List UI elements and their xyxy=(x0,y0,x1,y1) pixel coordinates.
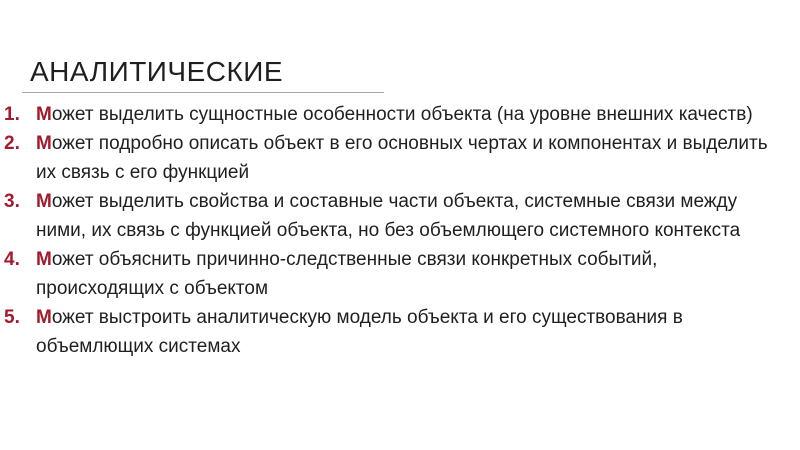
list-item xyxy=(0,129,790,187)
title-underline xyxy=(22,92,384,93)
list-item-number: 3. xyxy=(4,191,20,212)
list-item-lead-letter: М xyxy=(36,191,52,212)
slide-title: АНАЛИТИЧЕСКИЕ xyxy=(30,56,284,87)
list-item xyxy=(0,100,790,129)
list-item-text: ожет выстроить аналитическую модель объекта и его существования в объемлющих системах xyxy=(36,307,683,357)
criteria-list xyxy=(0,100,790,361)
list-item-text: ожет выделить свойства и составные части объекта, системные связи между ними, их связь с функцией объекта, но без объемлющего системного контекста xyxy=(36,191,741,241)
list-item-number: 4. xyxy=(4,249,20,270)
list-item xyxy=(0,187,790,245)
list-item-lead-letter: М xyxy=(36,249,52,270)
list-item-text: ожет объяснить причинно-следственные связи конкретных событий, происходящих с объектом xyxy=(36,249,658,299)
list-item-number: 5. xyxy=(4,307,20,328)
list-item xyxy=(0,245,790,303)
list-item-lead-letter: М xyxy=(36,133,52,154)
list-item-lead-letter: М xyxy=(36,104,52,125)
list-item-number: 1. xyxy=(4,104,20,125)
list-item-lead-letter: М xyxy=(36,307,52,328)
list-item-number: 2. xyxy=(4,133,20,154)
list-item xyxy=(0,303,790,361)
list-item-text: ожет подробно описать объект в его основных чертах и компонентах и выделить их связь с его функцией xyxy=(36,133,768,183)
list-item-text: ожет выделить сущностные особенности объекта (на уровне внешних качеств) xyxy=(51,104,753,125)
